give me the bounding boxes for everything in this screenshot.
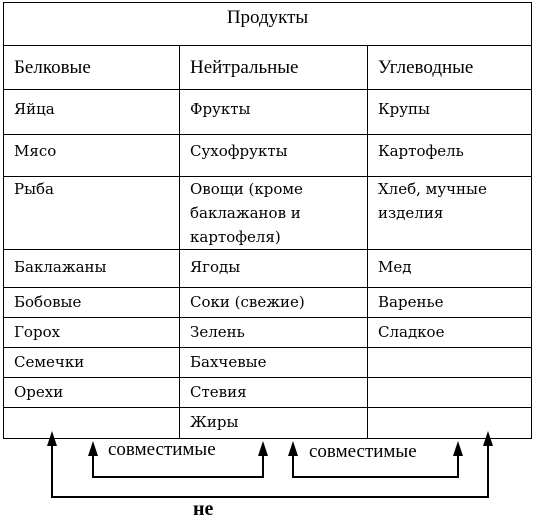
cell-carbohydrate: Сладкое <box>368 318 532 348</box>
cell-neutral: Фрукты <box>180 90 368 135</box>
header-carbohydrate: Углеводные <box>368 46 532 90</box>
cell-neutral: Стевия <box>180 378 368 408</box>
arrowhead-up-icon <box>288 441 298 456</box>
cell-neutral: Ягоды <box>180 250 368 288</box>
cell-protein: Яйца <box>4 90 180 135</box>
cell-protein: Семечки <box>4 348 180 378</box>
cell-neutral: Жиры <box>180 408 368 439</box>
arrowhead-up-icon <box>483 431 493 446</box>
cell-neutral: Овощи (кроме баклажанов и картофеля) <box>180 177 368 250</box>
cell-carbohydrate: Варенье <box>368 288 532 318</box>
table-title: Продукты <box>4 3 532 46</box>
cell-neutral: Бахчевые <box>180 348 368 378</box>
cell-protein: Орехи <box>4 378 180 408</box>
cell-carbohydrate: Хлеб, мучные изделия <box>368 177 532 250</box>
compatible-label-left: совместимые <box>108 439 216 460</box>
cell-protein: Баклажаны <box>4 250 180 288</box>
cell-protein: Мясо <box>4 135 180 177</box>
cell-protein: Горох <box>4 318 180 348</box>
cell-neutral: Зелень <box>180 318 368 348</box>
cell-carbohydrate: Крупы <box>368 90 532 135</box>
cell-carbohydrate: Мед <box>368 250 532 288</box>
arrowhead-up-icon <box>88 441 98 456</box>
arrowhead-up-icon <box>47 431 57 446</box>
incompatible-label: не <box>193 498 214 520</box>
cell-protein: Рыба <box>4 177 180 250</box>
arrowhead-up-icon <box>258 441 268 456</box>
cell-carbohydrate: Картофель <box>368 135 532 177</box>
cell-neutral: Соки (свежие) <box>180 288 368 318</box>
header-protein: Белковые <box>4 46 180 90</box>
cell-neutral: Сухофрукты <box>180 135 368 177</box>
arrowhead-up-icon <box>453 441 463 456</box>
cell-protein: Бобовые <box>4 288 180 318</box>
header-neutral: Нейтральные <box>180 46 368 90</box>
compatible-label-right: совместимые <box>309 441 417 462</box>
